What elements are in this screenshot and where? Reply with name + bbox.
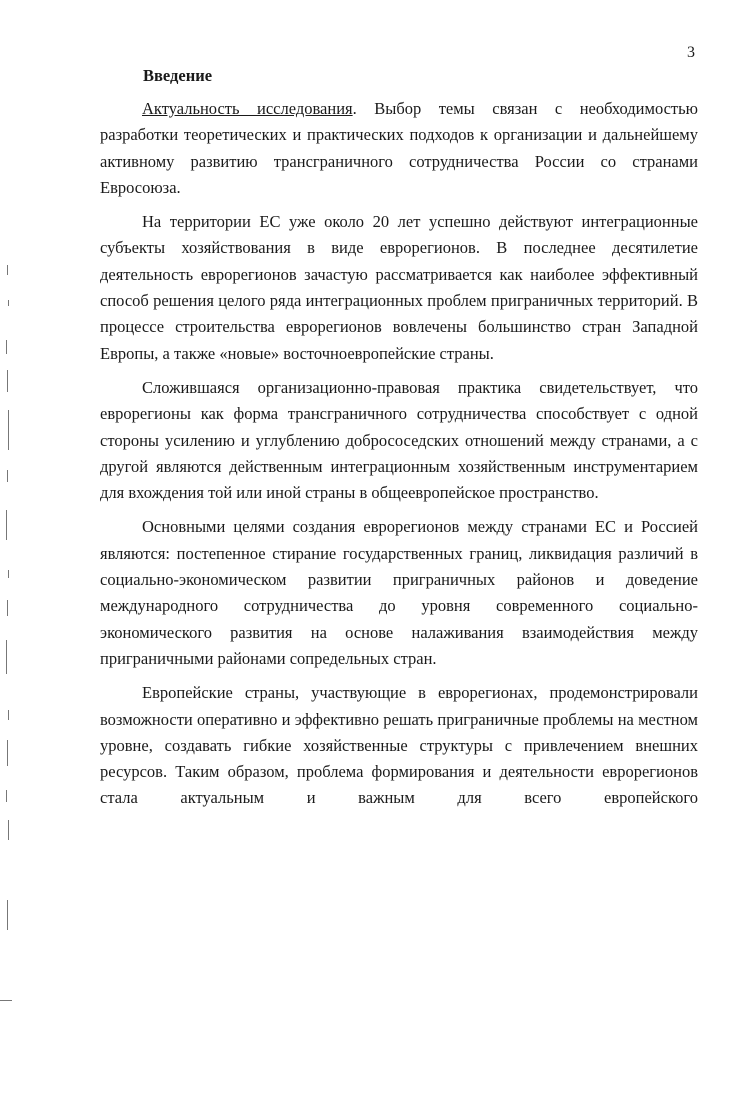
paragraph-legal-practice: Сложившаяся организационно-правовая практика свидетельствует, что еврорегионы как форма трансграничного сотрудничества способствует с одной стороны усилению и углублению добрососедских отношений между странами, а с другой являются действенным интеграционным хозяйственным инструментарием для вхождения той или иной страны в общеевропейское пространство. (100, 377, 698, 503)
paragraph-euroregions-eu: На территории ЕС уже около 20 лет успешно действуют интеграционные субъекты хозяйствования в виде еврорегионов. В последнее десятилетие деятельность еврорегионов зачастую рассматривается как наиболее эффективный способ решения целого ряда интеграционных проблем приграничных территорий. В процессе строительства еврорегионов вовлечены большинство стран Западной Европы, а также «новые» восточноевропейские страны. (100, 212, 698, 363)
relevance-label: Актуальность исследования (142, 99, 353, 118)
paragraph-goals: Основными целями создания еврорегионов между странами ЕС и Россией являются: постепенное стирание государственных границ, ликвидация различий в социально-экономическом развитии приграничных районов и доведение международного сотрудничества до уровня современного социально-экономического развития на основе налаживания взаимодействия между приграничными районами сопредельных стран. (100, 517, 698, 668)
relevance-text: . Выбор темы связан с необходимостью разработки теоретических и практических подходов к организации и дальнейшему активному развитию трансграничного сотрудничества России со странами Евросоюза. (100, 99, 698, 197)
page-heading: Введение (143, 66, 213, 85)
scan-artifacts (0, 0, 20, 1100)
page-number: 3 (687, 44, 695, 61)
paragraph-relevance (100, 96, 698, 201)
paragraph-european-countries: Европейские страны, участвующие в еврорегионах, продемонстрировали возможности оперативно и эффективно решать приграничные проблемы на местном уровне, создавать гибкие хозяйственные структуры с привлечением внешних ресурсов. Таким образом, проблема формирования и деятельности еврорегионов стала актуальным и важным для всего европейского (100, 683, 698, 808)
document-body (100, 96, 698, 820)
